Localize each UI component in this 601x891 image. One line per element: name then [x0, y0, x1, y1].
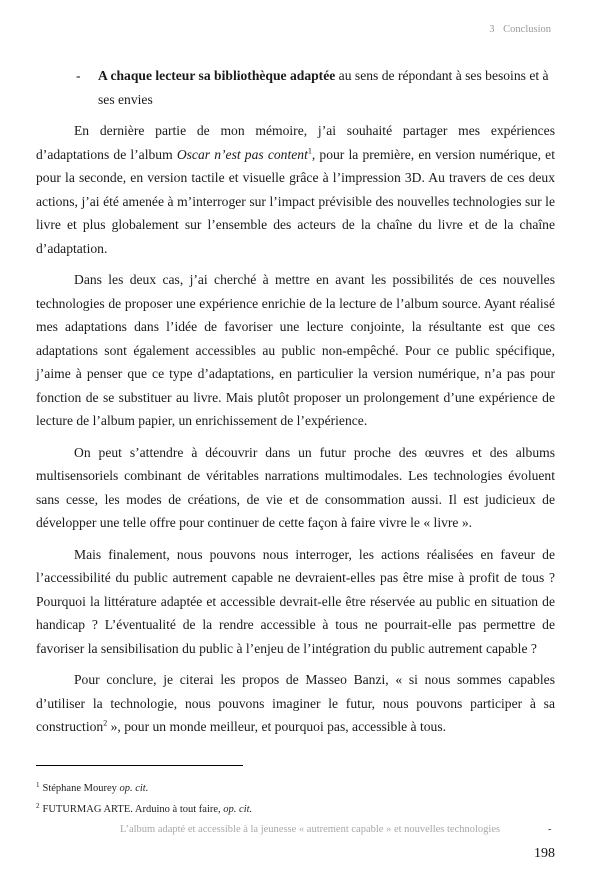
body-text — [36, 64, 555, 739]
footnote-1 — [36, 778, 252, 799]
paragraph-5 — [36, 668, 555, 739]
footnote-ref-2[interactable]: 2 — [103, 718, 108, 728]
bullet-dash: - — [76, 68, 81, 83]
footnote-italic: op. cit. — [119, 783, 149, 794]
footnote-text: Stéphane Mourey — [42, 783, 120, 794]
paragraph-2: Dans les deux cas, j’ai cherché à mettre en avant les possibilités de ces nouvelles technologies de proposer une expérience enrichie de la lecture de l’album source. Ayant réalisé mes adaptations dans l’idée de favoriser une lecture conjointe, la résultante est que ces adaptations sont également accessibles au public non-empêché. Pour ce public spécifique, j’aime à penser que ce type d’adaptations, en particulier la version numérique, n’a pas pour fonction de se substituer au livre. Mais plutôt proposer un prolongement d’une expérience de lecture de l’album papier, un enrichissement de l’expérience. — [36, 272, 555, 428]
bullet-rest-text: au sens de répondant à ses besoins et à ses envies — [98, 68, 549, 107]
para1-part1: En dernière partie de mon mémoire, j’ai souhaité partager mes expériences d’adaptations de l’album — [36, 123, 555, 162]
footnotes — [36, 778, 252, 820]
footnote-number: 1 — [36, 780, 40, 789]
section-number: 3 — [489, 24, 495, 35]
album-title: Oscar n’est pas content — [176, 146, 308, 162]
footnote-number: 2 — [36, 801, 40, 810]
paragraph-1 — [36, 119, 555, 260]
footnote-ref-1[interactable]: 1 — [307, 145, 312, 155]
running-footer — [120, 824, 552, 835]
paragraph-4: Mais finalement, nous pouvons nous interroger, les actions réalisées en faveur de l’accessibilité du public autrement capable ne devraient-elles pas être mise à profit de tous ? Pourquoi la littérature adaptée et accessible devrait-elle être réservée au public en situation de handicap ? L’éventualité de la rendre accessible à tous ne pourrait-elle pas permettre de favoriser la sensibilisation du public à l’enjeu de l’intégration du public autrement capable ? — [36, 546, 555, 656]
para5-part1: Pour conclure, je citerai les propos de Masseo Banzi, « si nous sommes capables d’utiliser la technologie, nous pouvons imaginer le futur, nous pouvons participer à sa construction — [36, 672, 555, 734]
para5-part2: », pour un monde meilleur, et pourquoi pas, accessible à tous. — [107, 719, 447, 734]
footnote-separator — [36, 765, 243, 766]
footnote-2 — [36, 799, 252, 820]
para1-part2: , pour la première, en version numérique, et pour la seconde, en version tactile et visuelle grâce à l’impression 3D. Au travers de ces deux actions, j’ai été amenée à m’interroger sur l’impact prévisible des nouvelles technologies sur le livre et plus globalement sur l’ensemble des acteurs de la chaîne du livre et de la chaîne d’adaptation. — [36, 146, 555, 256]
running-header — [489, 24, 551, 35]
paragraph-3: On peut s’attendre à découvrir dans un futur proche des œuvres et des albums multisensoriels combinant de véritables narrations multimodales. Les technologies évoluent sans cesse, les modes de créations, de vie et de consommation aussi. Il est judicieux de développer une telle offre pour continuer de cette façon à faire vivre le « livre ». — [36, 444, 555, 530]
bullet-item — [76, 64, 555, 111]
bullet-bold-text: A chaque lecteur sa bibliothèque adaptée — [98, 68, 336, 83]
footer-text: L’album adapté et accessible à la jeunesse « autrement capable » et nouvelles technologies — [120, 824, 501, 835]
page-number: 198 — [534, 846, 555, 861]
section-title: Conclusion — [503, 24, 551, 35]
footnote-text: FUTURMAG ARTE. Arduino à tout faire, — [42, 804, 224, 815]
footer-dash: - — [548, 824, 552, 835]
footnote-italic: op. cit. — [223, 804, 253, 815]
